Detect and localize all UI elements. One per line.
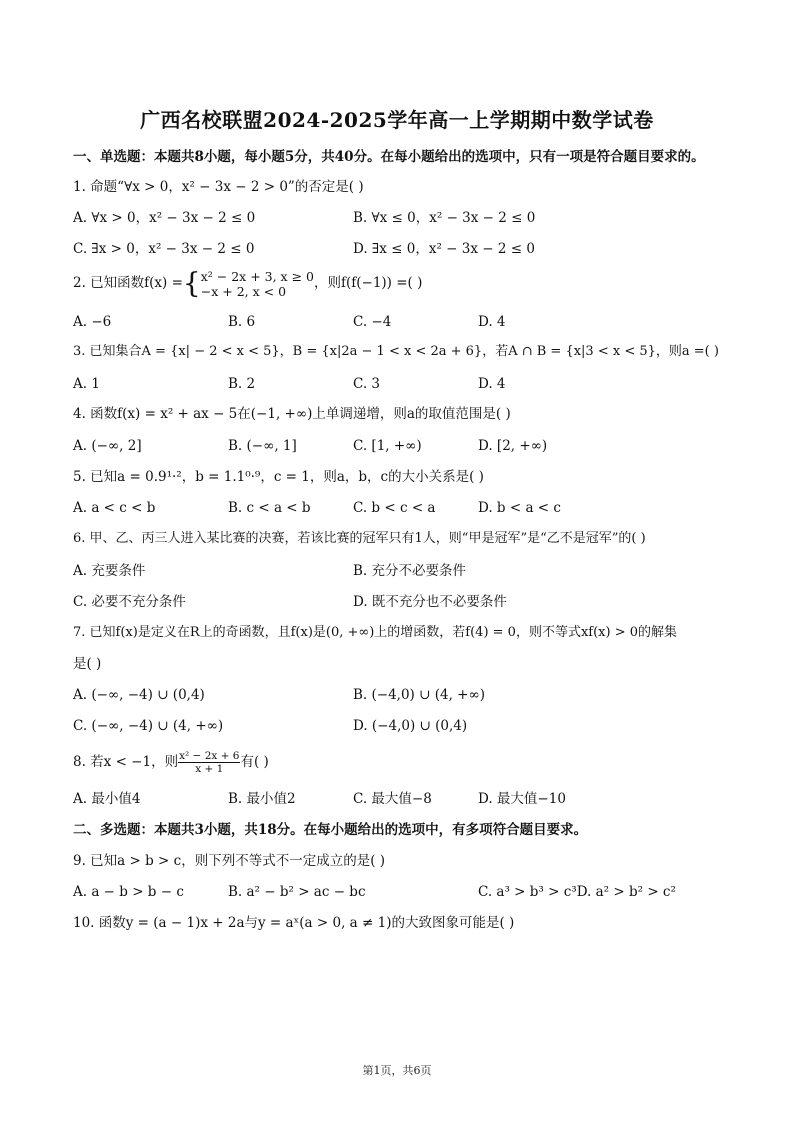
question-10-stem: 10. 函数y = (a − 1)x + 2a与y = aˣ(a > 0, a ≠ 1)的大致图象可能是( ) [73,915,515,931]
question-1-option-d: D. ∃x ≤ 0，x² − 3x − 2 ≤ 0 [353,241,535,257]
question-7-option-d: D. (−4,0) ∪ (0,4) [353,718,468,734]
question-2-option-d: D. 4 [478,314,506,330]
question-2-suffix: ，则f(f(−1)) =( ) [313,275,423,291]
question-5-option-d: D. b < a < c [478,500,561,516]
section-1-header: 一、单选题：本题共8小题，每小题5分，共40分。在每小题给出的选项中，只有一项是符合题目要求的。 [73,149,705,165]
page-footer: 第1页，共6页 [362,1064,432,1077]
question-7-option-b: B. (−4,0) ∪ (4, +∞) [353,687,485,703]
question-3-stem: 3. 已知集合A = {x| − 2 < x < 5}，B = {x|2a − 1 < x < 2a + 6}，若A ∩ B = {x|3 < x < 5}，则a =( ) [73,344,719,359]
question-5-option-c: C. b < c < a [353,500,436,516]
question-8-option-d: D. 最大值−10 [478,791,566,807]
question-3-option-b: B. 2 [228,376,256,392]
piecewise-rows [201,269,314,299]
question-3-option-d: D. 4 [478,376,506,392]
question-4-option-b: B. (−∞, 1] [228,438,297,454]
question-1-option-c: C. ∃x > 0，x² − 3x − 2 ≤ 0 [73,241,255,257]
question-7-stem-line-1: 7. 已知f(x)是定义在R上的奇函数，且f(x)是(0, +∞)上的增函数，若f(4) = 0，则不等式xf(x) > 0的解集 [73,625,677,640]
question-7-option-a: A. (−∞, −4) ∪ (0,4) [73,687,205,703]
question-8-option-a: A. 最小值4 [73,791,141,807]
question-4-option-d: D. [2, +∞) [478,438,548,454]
question-3-option-c: C. 3 [353,376,381,392]
question-4-option-c: C. [1, +∞) [353,438,422,454]
question-4-stem: 4. 函数f(x) = x² + ax − 5在(−1, +∞)上单调递增，则a的取值范围是( ) [73,406,511,422]
question-2-option-b: B. 6 [228,314,256,330]
fraction-denominator: x + 1 [195,763,224,775]
fraction [178,750,240,775]
question-2-stem [73,268,422,299]
question-9-option-b: B. a² − b² > ac − bc [228,884,366,900]
question-9-stem: 9. 已知a > b > c，则下列不等式不一定成立的是( ) [73,853,386,869]
question-1-stem: 1. 命题“∀x > 0，x² − 3x − 2 > 0”的否定是( ) [73,179,364,195]
question-6-option-d: D. 既不充分也不必要条件 [353,594,507,610]
question-6-option-b: B. 充分不必要条件 [353,563,467,579]
fraction-numerator: x² − 2x + 6 [179,750,240,762]
piecewise-brace: { [182,266,201,300]
question-7-stem-line-2: 是( ) [73,656,102,672]
question-8-prefix: 8. 若x < −1，则 [73,754,179,770]
question-3-option-a: A. 1 [73,376,100,392]
question-8-option-c: C. 最大值−8 [353,791,432,807]
question-6-option-c: C. 必要不充分条件 [73,594,186,610]
question-8-stem [73,748,269,776]
question-8-suffix: 有( ) [240,754,269,770]
question-2-prefix: 2. 已知函数f(x) = [73,275,183,291]
question-9-option-a: A. a − b > b − c [73,884,184,900]
question-5-option-a: A. a < c < b [73,500,156,516]
question-2-option-c: C. −4 [353,314,392,330]
question-1-option-a: A. ∀x > 0，x² − 3x − 2 ≤ 0 [73,210,256,226]
question-2-option-a: A. −6 [73,314,112,330]
question-9-option-cd: C. a³ > b³ > c³D. a² > b² > c² [478,884,676,900]
page-title: 广西名校联盟2024-2025学年高一上学期期中数学试卷 [140,108,654,132]
question-5-stem: 5. 已知a = 0.9¹·²，b = 1.1⁰·⁹，c = 1，则a，b，c的大小关系是( ) [73,469,484,485]
question-6-option-a: A. 充要条件 [73,563,146,579]
question-1-option-b: B. ∀x ≤ 0，x² − 3x − 2 ≤ 0 [353,210,536,226]
piecewise-row-2: −x + 2, x < 0 [200,283,287,299]
question-4-option-a: A. (−∞, 2] [73,438,142,454]
question-5-option-b: B. c < a < b [228,500,311,516]
piecewise-row-1: x² − 2x + 3, x ≥ 0 [200,268,314,284]
question-7-option-c: C. (−∞, −4) ∪ (4, +∞) [73,718,224,734]
section-2-header: 二、多选题：本题共3小题，共18分。在每小题给出的选项中，有多项符合题目要求。 [73,822,588,838]
question-8-option-b: B. 最小值2 [228,791,296,807]
question-6-stem: 6. 甲、乙、丙三人进入某比赛的决赛，若该比赛的冠军只有1人，则“甲是冠军”是“乙不是冠军”的( ) [73,531,646,546]
